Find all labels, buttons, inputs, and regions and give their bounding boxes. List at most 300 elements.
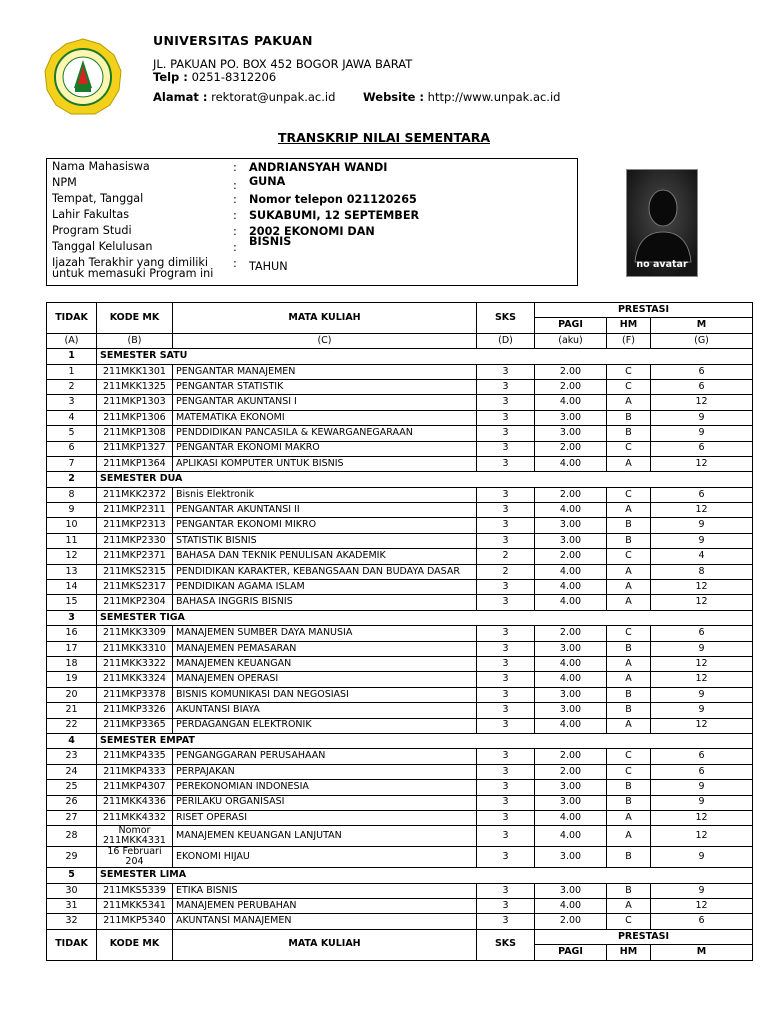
course-m: 9 <box>651 533 753 548</box>
course-name: PENGANTAR EKONOMI MAKRO <box>173 441 477 456</box>
course-no: 30 <box>47 883 97 898</box>
course-name: PENDIDIKAN AGAMA ISLAM <box>173 580 477 595</box>
semester-no: 3 <box>47 610 97 625</box>
course-hm: B <box>607 518 651 533</box>
page-title <box>0 130 768 145</box>
course-no: 7 <box>47 456 97 471</box>
course-no: 8 <box>47 487 97 502</box>
table-row <box>47 533 753 548</box>
course-no: 23 <box>47 749 97 764</box>
col-pagi: PAGI <box>535 945 607 960</box>
course-code: 211MKK5341 <box>97 899 173 914</box>
table-row <box>47 595 753 610</box>
course-no: 25 <box>47 780 97 795</box>
letter-cell: (B) <box>97 333 173 348</box>
semester-name: SEMESTER SATU <box>97 349 753 364</box>
course-no: 9 <box>47 503 97 518</box>
telp-line <box>153 70 276 84</box>
course-code: 211MKK3324 <box>97 672 173 687</box>
course-sks: 3 <box>477 379 535 394</box>
course-hm: A <box>607 564 651 579</box>
course-m: 6 <box>651 749 753 764</box>
course-hm: A <box>607 810 651 825</box>
letter-cell: (D) <box>477 333 535 348</box>
course-hm: B <box>607 410 651 425</box>
course-name: RISET OPERASI <box>173 810 477 825</box>
course-pagi: 4.00 <box>535 672 607 687</box>
course-code: 16 Februari 204 <box>97 847 173 868</box>
course-sks: 3 <box>477 503 535 518</box>
col-m: M <box>651 318 753 333</box>
course-no: 27 <box>47 810 97 825</box>
course-no: 5 <box>47 426 97 441</box>
course-code: 211MKP1303 <box>97 395 173 410</box>
course-hm: A <box>607 580 651 595</box>
col-no: TIDAK <box>47 303 97 334</box>
grades-table <box>46 302 753 961</box>
course-sks: 3 <box>477 672 535 687</box>
course-code: 211MKP4333 <box>97 764 173 779</box>
course-name: MANAJEMEN PEMASARAN <box>173 641 477 656</box>
course-m: 6 <box>651 487 753 502</box>
course-code: 211MKK3322 <box>97 656 173 671</box>
course-sks: 3 <box>477 810 535 825</box>
semester-row <box>47 610 753 625</box>
course-no: 11 <box>47 533 97 548</box>
info-label: Nama Mahasiswa <box>52 160 150 173</box>
website-label: Website : <box>363 90 424 104</box>
course-hm: A <box>607 503 651 518</box>
course-pagi: 2.00 <box>535 764 607 779</box>
semester-row <box>47 733 753 748</box>
course-sks: 3 <box>477 410 535 425</box>
col-mata-kuliah: MATA KULIAH <box>173 303 477 334</box>
semester-no: 5 <box>47 868 97 883</box>
course-hm: C <box>607 379 651 394</box>
table-row <box>47 564 753 579</box>
course-m: 12 <box>651 580 753 595</box>
semester-row <box>47 349 753 364</box>
table-row <box>47 379 753 394</box>
table-row <box>47 764 753 779</box>
avatar <box>626 169 698 277</box>
col-mata-kuliah: MATA KULIAH <box>173 929 477 960</box>
course-name: MANAJEMEN PERUBAHAN <box>173 899 477 914</box>
course-m: 9 <box>651 780 753 795</box>
col-hm: HM <box>607 945 651 960</box>
info-label: Tempat, Tanggal <box>52 192 144 205</box>
semester-no: 4 <box>47 733 97 748</box>
course-code: 211MKS2315 <box>97 564 173 579</box>
course-sks: 3 <box>477 441 535 456</box>
semester-no: 1 <box>47 349 97 364</box>
course-hm: B <box>607 703 651 718</box>
course-sks: 3 <box>477 749 535 764</box>
col-hm: HM <box>607 318 651 333</box>
table-row <box>47 580 753 595</box>
course-pagi: 4.00 <box>535 395 607 410</box>
course-pagi: 3.00 <box>535 795 607 810</box>
course-name: PENGANTAR AKUNTANSI II <box>173 503 477 518</box>
course-hm: C <box>607 914 651 929</box>
course-pagi: 3.00 <box>535 518 607 533</box>
course-sks: 3 <box>477 456 535 471</box>
course-no: 6 <box>47 441 97 456</box>
col-prestasi: PRESTASI <box>535 303 753 318</box>
col-prestasi: PRESTASI <box>535 929 753 944</box>
course-pagi: 4.00 <box>535 718 607 733</box>
course-pagi: 2.00 <box>535 549 607 564</box>
course-name: PENDIDIKAN KARAKTER, KEBANGSAAN DAN BUDAYA DASAR <box>173 564 477 579</box>
course-sks: 3 <box>477 487 535 502</box>
table-row <box>47 641 753 656</box>
course-sks: 3 <box>477 533 535 548</box>
course-no: 18 <box>47 656 97 671</box>
course-hm: A <box>607 826 651 847</box>
col-pagi: PAGI <box>535 318 607 333</box>
course-hm: A <box>607 456 651 471</box>
course-m: 9 <box>651 641 753 656</box>
course-hm: C <box>607 441 651 456</box>
contact-line <box>153 90 561 104</box>
course-pagi: 4.00 <box>535 456 607 471</box>
alamat-value[interactable]: rektorat@unpak.ac.id <box>211 90 336 104</box>
info-value: Nomor telepon 021120265 <box>249 193 417 206</box>
telp-value: 0251-8312206 <box>191 70 277 84</box>
course-code: 211MKP3365 <box>97 718 173 733</box>
letter-cell: (aku) <box>535 333 607 348</box>
course-name: MANAJEMEN OPERASI <box>173 672 477 687</box>
course-no: 2 <box>47 379 97 394</box>
letter-cell: (A) <box>47 333 97 348</box>
header-row <box>47 303 753 318</box>
table-row <box>47 883 753 898</box>
info-label: Ijazah Terakhir yang dimiliki untuk memasuki Program ini <box>52 256 214 280</box>
course-m: 12 <box>651 672 753 687</box>
course-pagi: 2.00 <box>535 914 607 929</box>
course-pagi: 2.00 <box>535 379 607 394</box>
table-row <box>47 518 753 533</box>
table-row <box>47 914 753 929</box>
course-sks: 2 <box>477 549 535 564</box>
course-pagi: 3.00 <box>535 883 607 898</box>
course-m: 12 <box>651 456 753 471</box>
course-code: 211MKP1327 <box>97 441 173 456</box>
course-sks: 3 <box>477 641 535 656</box>
course-no: 17 <box>47 641 97 656</box>
table-body <box>47 333 753 929</box>
course-no: 4 <box>47 410 97 425</box>
course-name: BAHASA DAN TEKNIK PENULISAN AKADEMIK <box>173 549 477 564</box>
course-sks: 3 <box>477 847 535 868</box>
course-no: 21 <box>47 703 97 718</box>
course-code: 211MKP4335 <box>97 749 173 764</box>
course-hm: C <box>607 549 651 564</box>
course-pagi: 3.00 <box>535 687 607 702</box>
course-hm: A <box>607 595 651 610</box>
course-no: 10 <box>47 518 97 533</box>
info-value: BISNIS <box>249 235 292 248</box>
info-colon: : <box>233 193 237 206</box>
col-sks: SKS <box>477 929 535 960</box>
page-title-text: TRANSKRIP NILAI SEMENTARA <box>277 130 491 145</box>
course-pagi: 2.00 <box>535 441 607 456</box>
course-pagi: 2.00 <box>535 364 607 379</box>
table-row <box>47 395 753 410</box>
course-sks: 3 <box>477 795 535 810</box>
course-m: 12 <box>651 503 753 518</box>
table-row <box>47 826 753 847</box>
course-m: 9 <box>651 410 753 425</box>
course-code: 211MKP2330 <box>97 533 173 548</box>
info-value: SUKABUMI, 12 SEPTEMBER <box>249 209 420 222</box>
course-code: 211MKP2304 <box>97 595 173 610</box>
course-name: MANAJEMEN KEUANGAN LANJUTAN <box>173 826 477 847</box>
course-code: 211MKK3310 <box>97 641 173 656</box>
course-sks: 2 <box>477 564 535 579</box>
course-name: Bisnis Elektronik <box>173 487 477 502</box>
semester-name: SEMESTER DUA <box>97 472 753 487</box>
info-colon: : <box>233 161 237 174</box>
course-code: 211MKP2313 <box>97 518 173 533</box>
course-hm: A <box>607 672 651 687</box>
course-name: PEREKONOMIAN INDONESIA <box>173 780 477 795</box>
course-pagi: 3.00 <box>535 426 607 441</box>
course-sks: 3 <box>477 883 535 898</box>
course-name: PERPAJAKAN <box>173 764 477 779</box>
course-no: 13 <box>47 564 97 579</box>
course-sks: 3 <box>477 580 535 595</box>
course-name: PERDAGANGAN ELEKTRONIK <box>173 718 477 733</box>
course-no: 15 <box>47 595 97 610</box>
table-row <box>47 503 753 518</box>
table-row <box>47 703 753 718</box>
course-hm: C <box>607 626 651 641</box>
course-no: 12 <box>47 549 97 564</box>
course-code: 211MKS2317 <box>97 580 173 595</box>
table-row <box>47 847 753 868</box>
course-code: 211MKK4336 <box>97 795 173 810</box>
course-no: 24 <box>47 764 97 779</box>
semester-no: 2 <box>47 472 97 487</box>
course-m: 4 <box>651 549 753 564</box>
course-m: 6 <box>651 364 753 379</box>
course-name: PENGANTAR STATISTIK <box>173 379 477 394</box>
course-sks: 3 <box>477 718 535 733</box>
course-name: MANAJEMEN SUMBER DAYA MANUSIA <box>173 626 477 641</box>
course-code: 211MKK2372 <box>97 487 173 502</box>
course-pagi: 4.00 <box>535 899 607 914</box>
info-colon: : <box>233 225 237 238</box>
course-hm: A <box>607 395 651 410</box>
table-row <box>47 672 753 687</box>
info-value: 2002 EKONOMI DAN <box>249 225 375 238</box>
table-footer <box>47 929 753 960</box>
course-pagi: 2.00 <box>535 626 607 641</box>
course-pagi: 4.00 <box>535 564 607 579</box>
course-sks: 3 <box>477 626 535 641</box>
course-hm: C <box>607 487 651 502</box>
course-sks: 3 <box>477 364 535 379</box>
university-seal-icon <box>44 38 122 116</box>
course-pagi: 3.00 <box>535 780 607 795</box>
course-code: 211MKK1325 <box>97 379 173 394</box>
course-m: 6 <box>651 441 753 456</box>
info-value: TAHUN <box>249 260 288 273</box>
info-colon: : <box>233 209 237 222</box>
course-pagi: 4.00 <box>535 826 607 847</box>
table-row <box>47 626 753 641</box>
course-no: 14 <box>47 580 97 595</box>
course-no: 19 <box>47 672 97 687</box>
course-m: 12 <box>651 826 753 847</box>
course-name: BISNIS KOMUNIKASI DAN NEGOSIASI <box>173 687 477 702</box>
course-name: PENGANTAR AKUNTANSI I <box>173 395 477 410</box>
course-code: 211MKK4332 <box>97 810 173 825</box>
course-m: 9 <box>651 426 753 441</box>
course-m: 9 <box>651 847 753 868</box>
university-address: JL. PAKUAN PO. BOX 452 BOGOR JAWA BARAT <box>153 57 413 71</box>
course-code: 211MKP3378 <box>97 687 173 702</box>
course-code: 211MKP1364 <box>97 456 173 471</box>
col-m: M <box>651 945 753 960</box>
table-row <box>47 795 753 810</box>
course-code: 211MKP1308 <box>97 426 173 441</box>
course-m: 12 <box>651 810 753 825</box>
course-pagi: 3.00 <box>535 533 607 548</box>
course-name: PENGANTAR MANAJEMEN <box>173 364 477 379</box>
course-pagi: 3.00 <box>535 410 607 425</box>
table-row <box>47 780 753 795</box>
semester-name: SEMESTER EMPAT <box>97 733 753 748</box>
course-hm: B <box>607 641 651 656</box>
course-pagi: 4.00 <box>535 656 607 671</box>
table-row <box>47 899 753 914</box>
course-name: EKONOMI HIJAU <box>173 847 477 868</box>
course-m: 9 <box>651 795 753 810</box>
course-name: PENDDIDIKAN PANCASILA & KEWARGANEGARAAN <box>173 426 477 441</box>
semester-name: SEMESTER LIMA <box>97 868 753 883</box>
course-no: 20 <box>47 687 97 702</box>
course-m: 12 <box>651 595 753 610</box>
course-sks: 3 <box>477 899 535 914</box>
course-name: AKUNTANSI BIAYA <box>173 703 477 718</box>
info-colon: : <box>233 179 237 192</box>
course-code: 211MKP2371 <box>97 549 173 564</box>
course-pagi: 3.00 <box>535 847 607 868</box>
course-name: STATISTIK BISNIS <box>173 533 477 548</box>
course-code: 211MKK1301 <box>97 364 173 379</box>
course-no: 29 <box>47 847 97 868</box>
table-row <box>47 549 753 564</box>
course-code: Nomor 211MKK4331 <box>97 826 173 847</box>
course-hm: C <box>607 764 651 779</box>
alamat-label: Alamat : <box>153 90 208 104</box>
table-row <box>47 456 753 471</box>
course-m: 12 <box>651 718 753 733</box>
letter-cell: (C) <box>173 333 477 348</box>
course-code: 211MKK3309 <box>97 626 173 641</box>
website-link[interactable]: http://www.unpak.ac.id <box>427 90 561 104</box>
course-name: MATEMATIKA EKONOMI <box>173 410 477 425</box>
course-sks: 3 <box>477 595 535 610</box>
course-no: 28 <box>47 826 97 847</box>
course-hm: B <box>607 533 651 548</box>
course-hm: B <box>607 780 651 795</box>
semester-name: SEMESTER TIGA <box>97 610 753 625</box>
course-sks: 3 <box>477 518 535 533</box>
course-sks: 3 <box>477 687 535 702</box>
info-label: Tanggal Kelulusan <box>52 240 153 253</box>
course-m: 9 <box>651 883 753 898</box>
col-sks: SKS <box>477 303 535 334</box>
table-row <box>47 441 753 456</box>
info-value: GUNA <box>249 175 286 188</box>
course-m: 6 <box>651 764 753 779</box>
letters-row <box>47 333 753 348</box>
course-m: 6 <box>651 626 753 641</box>
course-m: 6 <box>651 379 753 394</box>
university-name: UNIVERSITAS PAKUAN <box>153 33 313 48</box>
course-sks: 3 <box>477 703 535 718</box>
course-hm: B <box>607 847 651 868</box>
table-row <box>47 810 753 825</box>
course-m: 9 <box>651 687 753 702</box>
course-name: ETIKA BISNIS <box>173 883 477 898</box>
semester-row <box>47 472 753 487</box>
course-m: 12 <box>651 395 753 410</box>
course-m: 12 <box>651 656 753 671</box>
course-code: 211MKP1306 <box>97 410 173 425</box>
course-no: 16 <box>47 626 97 641</box>
course-no: 1 <box>47 364 97 379</box>
course-sks: 3 <box>477 826 535 847</box>
letter-cell: (G) <box>651 333 753 348</box>
course-sks: 3 <box>477 780 535 795</box>
info-colon: : <box>233 241 237 254</box>
course-pagi: 4.00 <box>535 503 607 518</box>
course-hm: C <box>607 364 651 379</box>
table-row <box>47 718 753 733</box>
course-sks: 3 <box>477 764 535 779</box>
table-row <box>47 426 753 441</box>
website-group <box>363 90 560 104</box>
course-hm: C <box>607 749 651 764</box>
course-code: 211MKP3326 <box>97 703 173 718</box>
course-hm: B <box>607 795 651 810</box>
telp-label: Telp : <box>153 70 188 84</box>
course-hm: B <box>607 426 651 441</box>
course-m: 6 <box>651 914 753 929</box>
course-code: 211MKS5339 <box>97 883 173 898</box>
course-name: MANAJEMEN KEUANGAN <box>173 656 477 671</box>
course-name: APLIKASI KOMPUTER UNTUK BISNIS <box>173 456 477 471</box>
col-kode: KODE MK <box>97 929 173 960</box>
course-no: 3 <box>47 395 97 410</box>
table-row <box>47 364 753 379</box>
course-hm: B <box>607 883 651 898</box>
col-no: TIDAK <box>47 929 97 960</box>
course-code: 211MKP4307 <box>97 780 173 795</box>
course-m: 9 <box>651 703 753 718</box>
course-name: BAHASA INGGRIS BISNIS <box>173 595 477 610</box>
semester-row <box>47 868 753 883</box>
course-sks: 3 <box>477 656 535 671</box>
info-value: ANDRIANSYAH WANDI <box>249 161 388 174</box>
course-hm: A <box>607 656 651 671</box>
course-pagi: 3.00 <box>535 641 607 656</box>
col-kode: KODE MK <box>97 303 173 334</box>
